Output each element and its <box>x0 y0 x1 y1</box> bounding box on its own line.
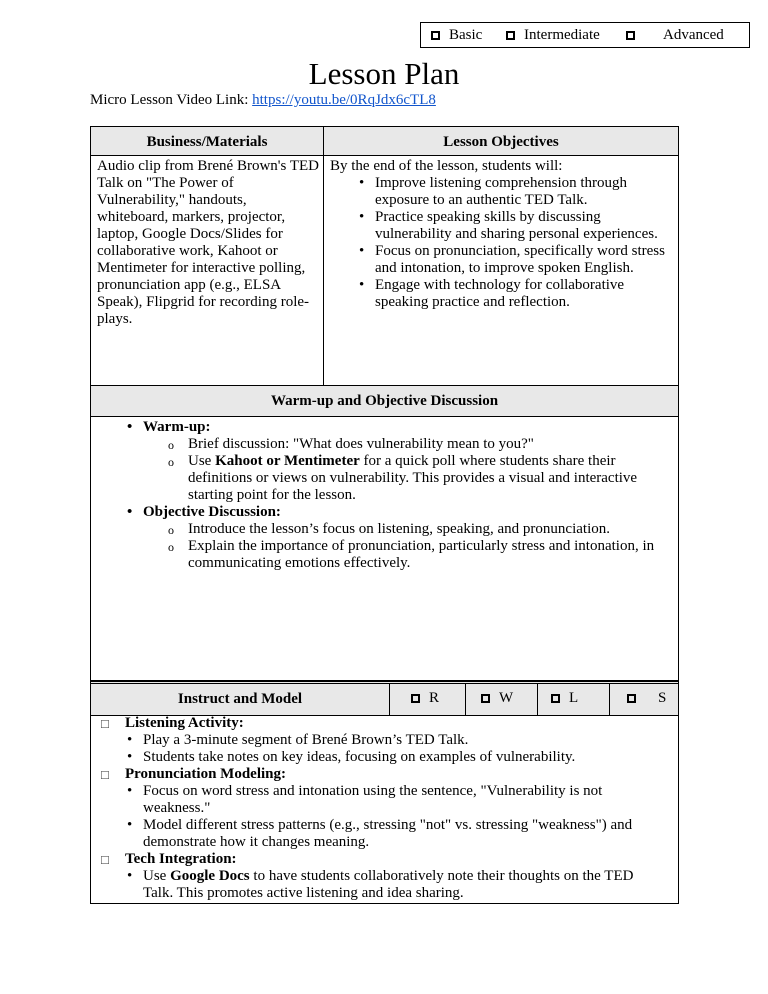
materials-header: Business/Materials <box>146 134 268 150</box>
column-divider <box>323 127 324 385</box>
checkbox-icon[interactable] <box>626 31 635 40</box>
checkbox-icon[interactable] <box>627 694 636 703</box>
checkbox-icon[interactable] <box>551 694 560 703</box>
list-item: o Introduce the lesson’s focus on listening, speaking, and pronunciation. <box>188 521 663 538</box>
materials-objectives-table <box>90 126 679 386</box>
checkbox-icon[interactable] <box>481 694 490 703</box>
video-link[interactable]: https://youtu.be/0RqJdx6cTL8 <box>252 92 436 108</box>
checkbox-icon[interactable] <box>506 31 515 40</box>
listening-title: □ Listening Activity: <box>125 715 665 732</box>
list-item: o Use Kahoot or Mentimeter for a quick poll where students share their definitions or views on vulnerability. This provides a visual and interactive starting point for the lesson. <box>188 453 663 504</box>
instruct-list <box>125 715 665 902</box>
instruct-table <box>90 680 679 904</box>
warmup-header: Warm-up and Objective Discussion <box>91 386 678 417</box>
instruct-header: Instruct and Model <box>177 691 303 707</box>
list-item: • Focus on word stress and intonation using the sentence, "Vulnerability is not weakness." <box>143 783 665 817</box>
list-item: o Brief discussion: "What does vulnerability mean to you?" <box>188 436 663 453</box>
objectives-intro: By the end of the lesson, students will: <box>330 158 563 174</box>
video-link-label: Micro Lesson Video Link: <box>90 92 253 108</box>
list-item: • Practice speaking skills by discussing vulnerability and sharing personal experiences. <box>375 209 675 243</box>
materials-text: Audio clip from Brené Brown's TED Talk on "The Power of Vulnerability," handouts, whiteboard, markers, projector, laptop, Google Docs/Slides for collaborative work, Kahoot or Mentimeter for interactive polling, pronunciation app (e.g., ELSA Speak), Flipgrid for recording role-plays. <box>97 158 319 327</box>
list-item: • Focus on pronunciation, specifically word stress and intonation, to improve spoken English. <box>375 243 675 277</box>
tech-title: □ Tech Integration: <box>125 851 665 868</box>
skill-listening[interactable]: L <box>551 690 578 707</box>
objectives-list <box>375 175 675 311</box>
list-item: • Model different stress patterns (e.g., stressing "not" vs. stressing "weakness") and demonstrate how it changes meaning. <box>143 817 665 851</box>
checkbox-icon[interactable] <box>431 31 440 40</box>
level-basic[interactable]: Basic <box>431 23 482 47</box>
list-item: • Improve listening comprehension through exposure to an authentic TED Talk. <box>375 175 675 209</box>
list-item: o Explain the importance of pronunciation, particularly stress and intonation, in communicating emotions effectively. <box>188 538 663 572</box>
list-item: • Play a 3-minute segment of Brené Brown’s TED Talk. <box>143 732 665 749</box>
warmup-list <box>143 419 663 572</box>
objective-discussion-title: • Objective Discussion: <box>143 504 663 521</box>
level-selector <box>420 22 750 48</box>
level-advanced[interactable]: Advanced <box>626 23 724 47</box>
list-item: • Students take notes on key ideas, focusing on examples of vulnerability. <box>143 749 665 766</box>
page-title: Lesson Plan <box>308 56 460 91</box>
list-item: • Use Google Docs to have students collaboratively note their thoughts on the TED Talk. This promotes active listening and idea sharing. <box>143 868 665 902</box>
warmup-table <box>90 385 679 681</box>
level-intermediate[interactable]: Intermediate <box>506 23 600 47</box>
pronunciation-title: □ Pronunciation Modeling: <box>125 766 665 783</box>
checkbox-icon[interactable] <box>411 694 420 703</box>
list-item: • Engage with technology for collaborative speaking practice and reflection. <box>375 277 675 311</box>
skill-writing[interactable]: W <box>481 690 513 707</box>
skill-speaking[interactable]: S <box>627 690 666 707</box>
objectives-header: Lesson Objectives <box>443 134 559 150</box>
skill-reading[interactable]: R <box>411 690 439 707</box>
warmup-title: • Warm-up: <box>143 419 663 436</box>
video-link-line <box>90 92 436 109</box>
